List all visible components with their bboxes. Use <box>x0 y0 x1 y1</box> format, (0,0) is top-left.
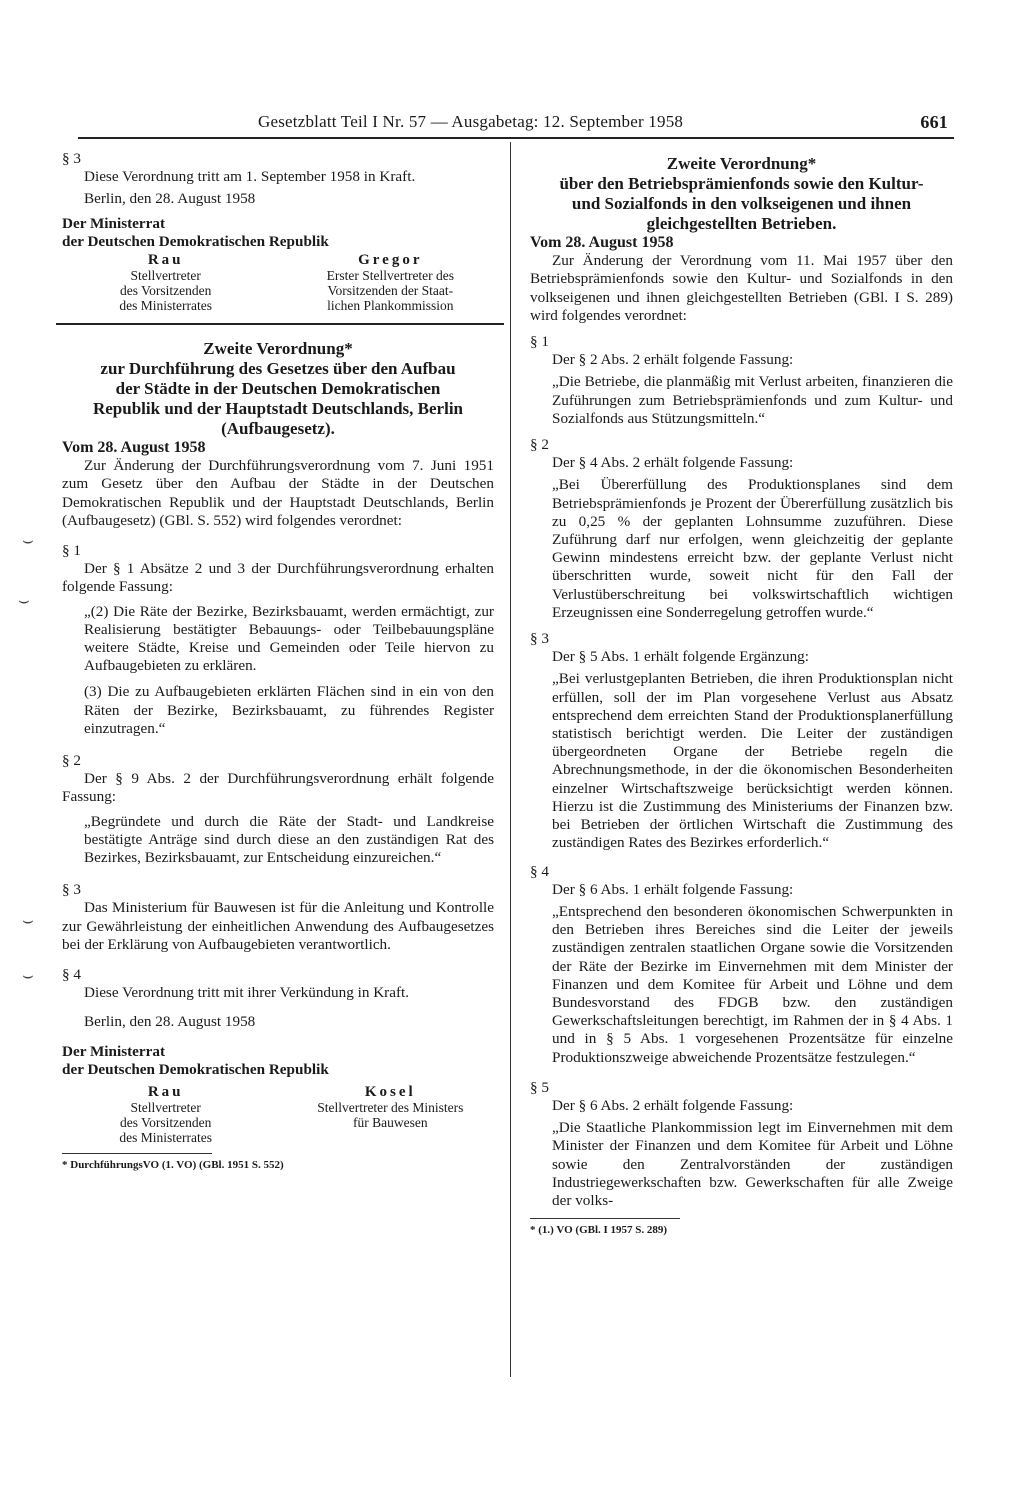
margin-mark: ⌣ <box>22 530 34 550</box>
section-heading: § 2 <box>530 436 549 454</box>
title-line: Zweite Verordnung* <box>203 339 353 359</box>
quoted-text: (3) Die zu Aufbaugebieten erklärten Flächen sind in ein von den Räten der Bezirke, Bezirksbauamt, zu führendes Register einzutragen.“ <box>84 683 494 737</box>
paragraph: Der § 9 Abs. 2 der Durchführungsverordnung erhält folgende Fassung: <box>62 770 494 806</box>
signer-name: Kosel <box>364 1084 416 1101</box>
signature <box>287 253 494 313</box>
signer-role-line: des Ministerrates <box>119 1130 212 1146</box>
margin-mark: ⌣ <box>18 590 30 610</box>
paragraph: Der § 1 Absätze 2 und 3 der Durchführungsverordnung erhalten folgende Fassung: <box>62 560 494 596</box>
section-heading: § 2 <box>62 752 81 770</box>
paragraph: Der § 5 Abs. 1 erhält folgende Ergänzung: <box>552 648 809 666</box>
signer-role-line: des Ministerrates <box>119 298 212 314</box>
place-date: Berlin, den 28. August 1958 <box>84 1012 256 1030</box>
section-heading: § 4 <box>62 966 81 984</box>
quoted-text: „Bei Übererfüllung des Produktionsplanes sind dem Betriebsprämienfonds je Prozent der Übererfüllung zusätzlich bis zu 0,25 % der geplanten Lohnsumme zuzuführen. Diese Zuführung darf nur erfolgen, wenn gleichzeitig der geplante Gewinn mindestens erreicht bzw. der geplante Verlust nicht überschritten wurde, soweit nicht für den Fall der Verlustüberschreitung bei volkswirtschaftlich wichtigen Erzeugnissen eine Sonderregelung getroffen wurde.“ <box>552 476 953 621</box>
footnote-rule <box>62 1153 212 1154</box>
paragraph: Zur Änderung der Durchführungsverordnung vom 7. Juni 1951 zum Gesetz über den Aufbau der Städte in der Deutschen Demokratischen Republik und der Hauptstadt Deutschlands, Berlin (Aufbaugesetz) (GBl. S. 552) wird folgendes verordnet: <box>62 457 494 529</box>
section-rule <box>56 323 504 325</box>
margin-mark: ⌣ <box>22 910 34 930</box>
signer-role-line: des Vorsitzenden <box>119 1115 212 1131</box>
section-heading: § 1 <box>62 542 81 560</box>
section-heading: § 3 <box>62 881 81 899</box>
page-header <box>258 112 958 138</box>
section-heading: § 4 <box>530 862 549 880</box>
title-line: Zweite Verordnung* <box>666 154 817 173</box>
paragraph: Diese Verordnung tritt mit ihrer Verkündung in Kraft. <box>84 984 410 1002</box>
title-line: gleichgestellten Betrieben. <box>646 214 837 233</box>
signature-block <box>62 1085 494 1145</box>
quoted-text: „Die Staatliche Plankommission legt im Einvernehmen mit dem Minister der Finanzen und dem Komitee für Arbeit und Löhne sowie den Zentralvorständen der zuständigen Industriegewerkschaften bzw. Gewerkschaften für alle Zweige der volks- <box>552 1119 953 1209</box>
ordinance-date: Vom 28. August 1958 <box>530 234 674 251</box>
title-line: (Aufbaugesetz). <box>221 419 335 439</box>
signer-name: Rau <box>147 1084 184 1101</box>
ordinance-date: Vom 28. August 1958 <box>62 439 206 457</box>
margin-mark: ⌣ <box>22 965 34 985</box>
signature <box>62 253 269 313</box>
paragraph: Diese Verordnung tritt am 1. September 1958 in Kraft. <box>84 168 416 186</box>
paragraph: Der § 4 Abs. 2 erhält folgende Fassung: <box>552 454 794 472</box>
signature <box>287 1085 494 1145</box>
signature-block <box>62 253 494 313</box>
signer-role-line: Vorsitzenden der Staat- <box>327 283 454 299</box>
ordinance-title <box>62 339 494 439</box>
column-divider <box>510 142 511 1377</box>
signer-role-line: des Vorsitzenden <box>119 283 212 299</box>
ordinance-title <box>530 154 953 234</box>
paragraph: Der § 2 Abs. 2 erhält folgende Fassung: <box>552 351 794 369</box>
title-line: Republik und der Hauptstadt Deutschlands, Berlin <box>92 399 463 419</box>
signatory-body: Der Ministerrat <box>62 214 166 232</box>
quoted-text: „Entsprechend den besonderen ökonomischen Schwerpunkten in den Betrieben ihres Bereiches sind die Leiter der jeweils zuständigen zentralen staatlichen Organe sowie die Vorsitzenden der Räte der Bezirke im Einvernehmen mit dem Minister der Finanzen und dem Komitee für Arbeit und Löhne und dem Bundesvorstand des FDGB bzw. den zuständigen Gewerkschaftsleitungen berechtigt, im Rahmen der in § 4 Abs. 1 und in § 5 Abs. 1 vorgesehenen Prozentsätze für einzelne Produktionszweige abweichende Prozentsätze festzulegen.“ <box>552 902 953 1066</box>
signatory-body: Der Ministerrat <box>62 1042 166 1060</box>
signer-name: Gregor <box>358 252 423 269</box>
signatory-body: der Deutschen Demokratischen Republik <box>62 232 329 250</box>
footnote: * DurchführungsVO (1. VO) (GBl. 1951 S. 552) <box>62 1159 284 1172</box>
signer-name: Rau <box>147 252 184 269</box>
signer-role-line: Erster Stellvertreter des <box>326 268 455 284</box>
right-column <box>530 154 953 1237</box>
footnote: * (1.) VO (GBl. I 1957 S. 289) <box>530 1224 668 1237</box>
paragraph: Der § 6 Abs. 1 erhält folgende Fassung: <box>552 880 794 898</box>
header-title: Gesetzblatt Teil I Nr. 57 — Ausgabetag: 12. September 1958 <box>258 112 684 131</box>
place-date: Berlin, den 28. August 1958 <box>84 190 256 208</box>
section-heading: § 3 <box>530 630 549 648</box>
signer-role-line: Stellvertreter <box>130 268 201 284</box>
paragraph: Der § 6 Abs. 2 erhält folgende Fassung: <box>552 1096 794 1114</box>
signatory-body: der Deutschen Demokratischen Republik <box>62 1060 329 1078</box>
paragraph: Das Ministerium für Bauwesen ist für die Anleitung und Kontrolle zur Gewährleistung der einheitlichen Anwendung des Aufbaugesetzes bei der Erklärung von Aufbaugebieten verantwortlich. <box>62 899 494 953</box>
paragraph: Zur Änderung der Verordnung vom 11. Mai 1957 über den Betriebsprämienfonds sowie den Kultur- und Sozialfonds in den volkseigenen und ihnen gleichgestellten Betrieben (GBl. I S. 289) wird folgendes verordnet: <box>530 252 953 324</box>
quoted-text: „Begründete und durch die Räte der Stadt- und Landkreise bestätigte Anträge sind durch diese an den zuständigen Rat des Bezirkes, Bezirksbauamt, zur Entscheidung einzureichen.“ <box>84 812 494 867</box>
title-line: der Städte in der Deutschen Demokratischen <box>115 379 441 399</box>
title-line: über den Betriebsprämienfonds sowie den Kultur- <box>559 174 924 193</box>
section-heading: § 1 <box>530 333 549 351</box>
signer-role-line: Stellvertreter <box>130 1100 201 1116</box>
section-heading: § 3 <box>62 150 81 167</box>
signer-role-line: für Bauwesen <box>353 1115 428 1131</box>
page-number: 661 <box>920 112 948 132</box>
quoted-text: „(2) Die Räte der Bezirke, Bezirksbauamt, werden ermächtigt, zur Realisierung bestätigter Bebauungs- oder Teilbebauungspläne weitere Städte, Kreise und Gemeinden oder Teile hiervon zu Aufbaugebieten zu erklären. <box>84 602 494 675</box>
section-heading: § 5 <box>530 1078 549 1096</box>
title-line: zur Durchführung des Gesetzes über den Aufbau <box>100 359 456 379</box>
left-column <box>62 146 494 1172</box>
signer-role-line: lichen Plankommission <box>327 298 454 314</box>
quoted-text: „Die Betriebe, die planmäßig mit Verlust arbeiten, finanzieren die Zuführungen zum Betriebsprämienfonds und zum Kultur- und Sozialfonds aus Stützungsmitteln.“ <box>552 373 953 427</box>
footnote-rule <box>530 1218 680 1219</box>
quoted-text: „Bei verlustgeplanten Betrieben, die ihren Produktionsplan nicht erfüllen, soll der im Plan vorgesehene Verlust aus Absatz entsprechend dem erreichten Stand der Produktionsplanerfüllung statistisch berichtigt werden. Die Leiter der zuständigen übergeordneten Organe der Betriebe regeln die Abrechnungsmethode, in der die ökonomischen Besonderheiten einzelner Wirtschaftszweige berücksichtigt werden können. Hierzu ist die Zustimmung des Ministeriums der Finanzen bzw. bei Betrieben der örtlichen Wirtschaft die Zustimmung des zuständigen Rates des Bezirkes erforderlich.“ <box>552 670 953 852</box>
title-line: und Sozialfonds in den volkseigenen und ihnen <box>571 194 912 213</box>
signature <box>62 1085 269 1145</box>
signer-role-line: Stellvertreter des Ministers <box>317 1100 464 1116</box>
header-rule <box>78 137 954 139</box>
